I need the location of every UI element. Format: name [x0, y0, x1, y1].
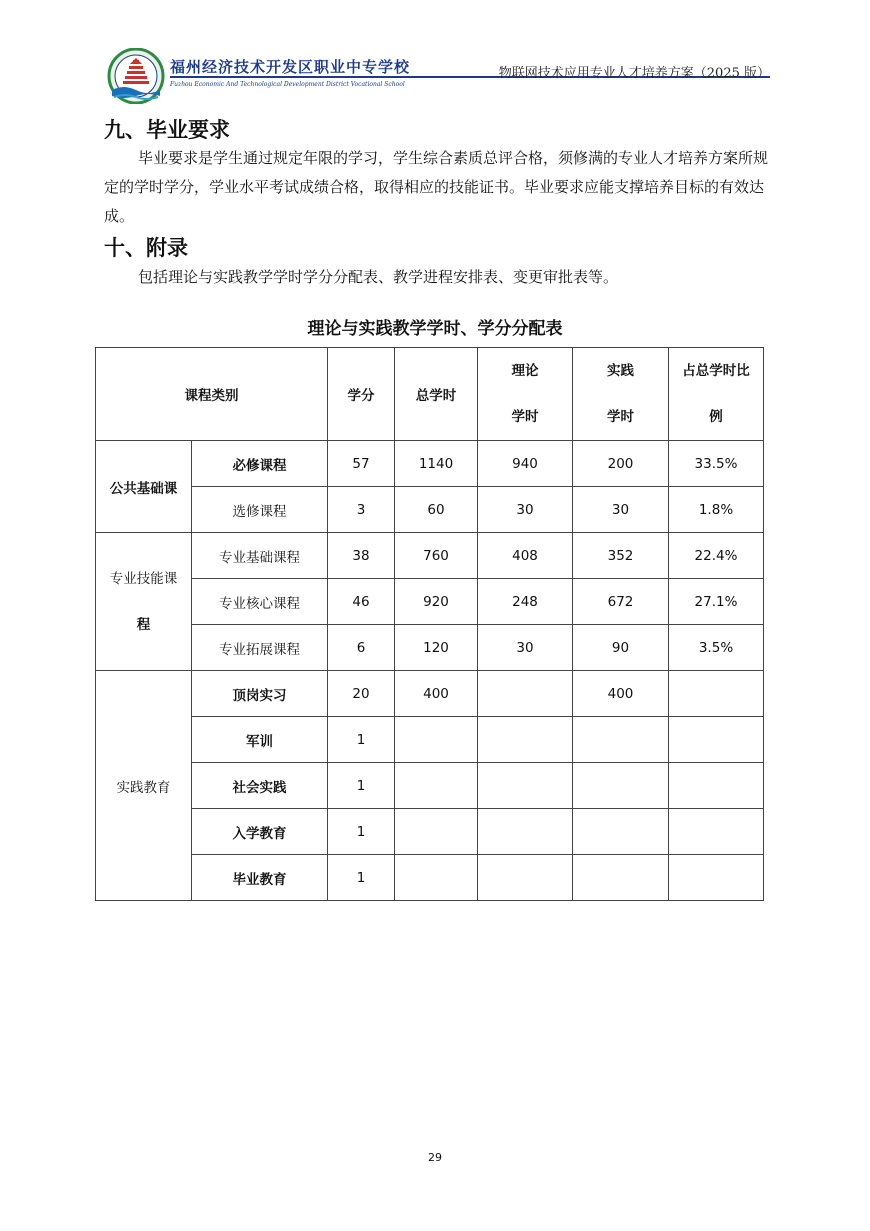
header-credit: 学分	[328, 348, 395, 441]
group-practice-education: 实践教育	[96, 671, 192, 901]
table-row	[96, 763, 764, 809]
row-name: 必修课程	[192, 441, 328, 487]
document-title: 物联网技术应用专业人才培养方案（2025 版）	[498, 66, 770, 81]
table-row	[96, 487, 764, 533]
row-practice: 352	[573, 533, 669, 579]
header-ratio-line2: 例	[709, 409, 723, 425]
row-total	[395, 717, 478, 763]
table-row	[96, 533, 764, 579]
row-name: 社会实践	[192, 763, 328, 809]
row-ratio: 22.4%	[669, 533, 764, 579]
row-practice	[573, 717, 669, 763]
row-ratio: 1.8%	[669, 487, 764, 533]
row-name: 入学教育	[192, 809, 328, 855]
row-practice	[573, 763, 669, 809]
table-row	[96, 441, 764, 487]
row-ratio: 3.5%	[669, 625, 764, 671]
row-credit: 1	[328, 855, 395, 901]
row-total	[395, 855, 478, 901]
row-theory: 940	[478, 441, 573, 487]
table-title: 理论与实践教学学时、学分分配表	[307, 319, 563, 339]
row-practice: 90	[573, 625, 669, 671]
header-ratio	[669, 348, 764, 441]
row-theory	[478, 855, 573, 901]
row-total: 920	[395, 579, 478, 625]
row-name: 专业核心课程	[192, 579, 328, 625]
group-public-basic: 公共基础课	[96, 441, 192, 533]
row-ratio	[669, 717, 764, 763]
group-professional-line1: 专业技能课	[109, 570, 178, 587]
row-credit: 20	[328, 671, 395, 717]
row-theory: 30	[478, 487, 573, 533]
header-total-hours: 总学时	[395, 348, 478, 441]
section-10-heading: 十、附录	[104, 236, 188, 260]
row-total: 1140	[395, 441, 478, 487]
row-credit: 57	[328, 441, 395, 487]
school-name-en: Fuzhou Economic And Technological Development District Vocational School	[170, 81, 405, 88]
row-name: 专业基础课程	[192, 533, 328, 579]
row-ratio	[669, 671, 764, 717]
table-row	[96, 625, 764, 671]
section-10-paragraph	[104, 263, 768, 292]
table-row	[96, 717, 764, 763]
row-name: 专业拓展课程	[192, 625, 328, 671]
row-credit: 1	[328, 717, 395, 763]
row-practice: 200	[573, 441, 669, 487]
row-total: 400	[395, 671, 478, 717]
row-practice: 672	[573, 579, 669, 625]
section-9-text: 毕业要求是学生通过规定年限的学习，学生综合素质总评合格，须修满的专业人才培养方案所规定的学时学分，学业水平考试成绩合格，取得相应的技能证书。毕业要求应能支撑培养目标的有效达成。	[104, 149, 769, 225]
row-theory	[478, 671, 573, 717]
row-total	[395, 763, 478, 809]
row-ratio	[669, 763, 764, 809]
group-professional-line2: 程	[136, 616, 151, 633]
header-ratio-line1: 占总学时比	[682, 363, 750, 379]
row-credit: 46	[328, 579, 395, 625]
row-theory: 408	[478, 533, 573, 579]
row-total: 760	[395, 533, 478, 579]
header-practice-line1: 实践	[607, 363, 634, 379]
row-name: 选修课程	[192, 487, 328, 533]
section-9-heading: 九、毕业要求	[104, 118, 230, 142]
school-logo-icon	[106, 48, 166, 104]
group-professional-skills	[96, 533, 192, 671]
row-ratio: 33.5%	[669, 441, 764, 487]
row-practice: 30	[573, 487, 669, 533]
school-name-cn: 福州经济技术开发区职业中专学校	[170, 58, 411, 76]
row-practice: 400	[573, 671, 669, 717]
row-practice	[573, 855, 669, 901]
header-theory-line1: 理论	[511, 363, 539, 379]
credit-hours-table	[95, 347, 764, 901]
row-total: 60	[395, 487, 478, 533]
row-theory: 248	[478, 579, 573, 625]
table-row	[96, 855, 764, 901]
row-credit: 1	[328, 809, 395, 855]
row-total: 120	[395, 625, 478, 671]
row-theory	[478, 717, 573, 763]
page-header	[106, 46, 770, 106]
table-row	[96, 671, 764, 717]
row-credit: 3	[328, 487, 395, 533]
row-name: 军训	[192, 717, 328, 763]
row-name: 毕业教育	[192, 855, 328, 901]
row-theory	[478, 763, 573, 809]
row-theory: 30	[478, 625, 573, 671]
row-credit: 38	[328, 533, 395, 579]
page-number: 29	[428, 1151, 442, 1164]
header-practice-line2: 学时	[607, 409, 634, 425]
table-header-row	[96, 348, 764, 441]
section-10-text: 包括理论与实践教学学时学分分配表、教学进程安排表、变更审批表等。	[138, 268, 619, 286]
row-ratio	[669, 855, 764, 901]
row-total	[395, 809, 478, 855]
header-theory-line2: 学时	[511, 409, 539, 425]
section-9-paragraph	[104, 144, 768, 231]
header-practice-hours	[573, 348, 669, 441]
header-category: 课程类别	[96, 348, 328, 441]
row-ratio	[669, 809, 764, 855]
row-credit: 1	[328, 763, 395, 809]
row-name: 顶岗实习	[192, 671, 328, 717]
row-theory	[478, 809, 573, 855]
header-theory-hours	[478, 348, 573, 441]
row-practice	[573, 809, 669, 855]
row-ratio: 27.1%	[669, 579, 764, 625]
row-credit: 6	[328, 625, 395, 671]
table-row	[96, 809, 764, 855]
table-row	[96, 579, 764, 625]
